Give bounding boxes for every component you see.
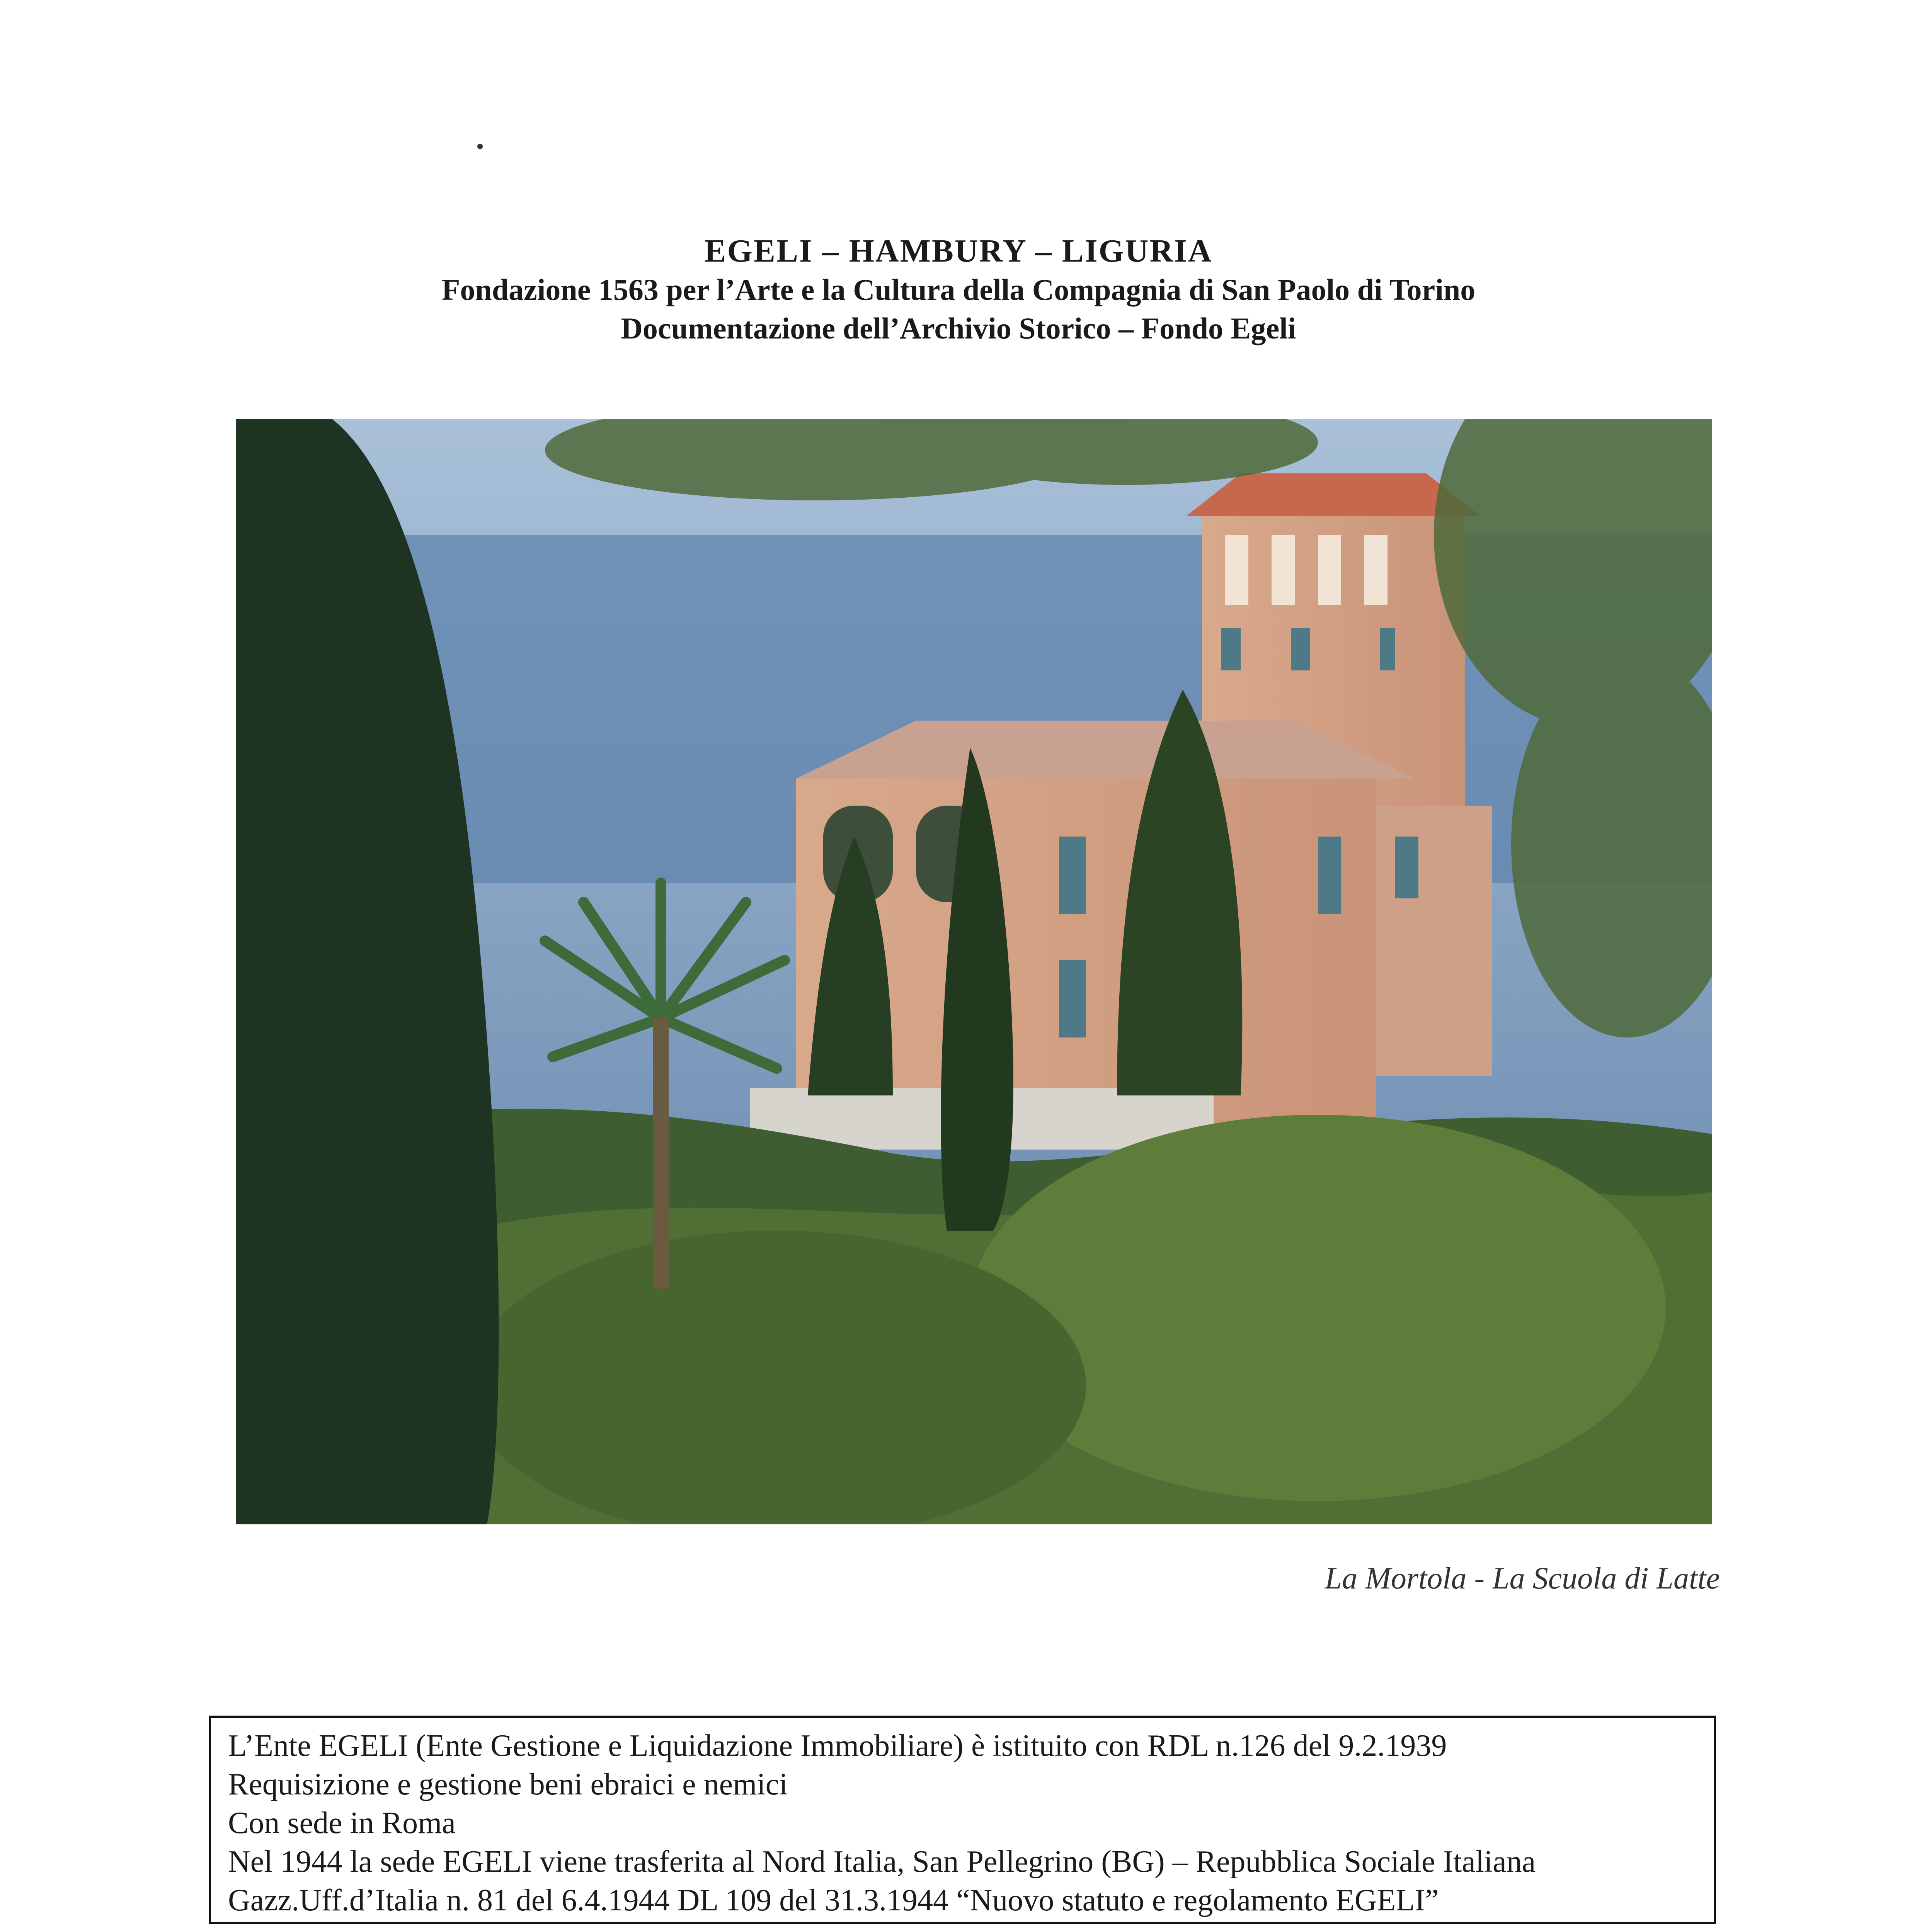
info-line: L’Ente EGELI (Ente Gestione e Liquidazione Immobiliare) è istituito con RDL n.126 del 9.2.1939 bbox=[228, 1729, 1447, 1763]
stray-dot bbox=[477, 144, 483, 149]
header-title: EGELI – HAMBURY – LIGURIA bbox=[704, 233, 1213, 269]
info-line: Requisizione e gestione beni ebraici e nemici bbox=[228, 1767, 788, 1801]
document-header bbox=[0, 232, 1917, 348]
info-line: Con sede in Roma bbox=[228, 1806, 456, 1840]
photo-caption: La Mortola - La Scuola di Latte bbox=[1325, 1561, 1720, 1595]
info-line: Nel 1944 la sede EGELI viene trasferita al Nord Italia, San Pellegrino (BG) – Repubblica Sociale Italiana bbox=[228, 1845, 1536, 1879]
villa-photo bbox=[236, 419, 1712, 1524]
info-line: Gazz.Uff.d’Italia n. 81 del 6.4.1944 DL 109 del 31.3.1944 “Nuovo statuto e regolamento EGELI” bbox=[228, 1883, 1439, 1917]
header-foundation: Fondazione 1563 per l’Arte e la Cultura della Compagnia di San Paolo di Torino bbox=[441, 273, 1476, 306]
header-archive: Documentazione dell’Archivio Storico – Fondo Egeli bbox=[621, 311, 1296, 345]
egeli-info-box bbox=[209, 1716, 1716, 1924]
